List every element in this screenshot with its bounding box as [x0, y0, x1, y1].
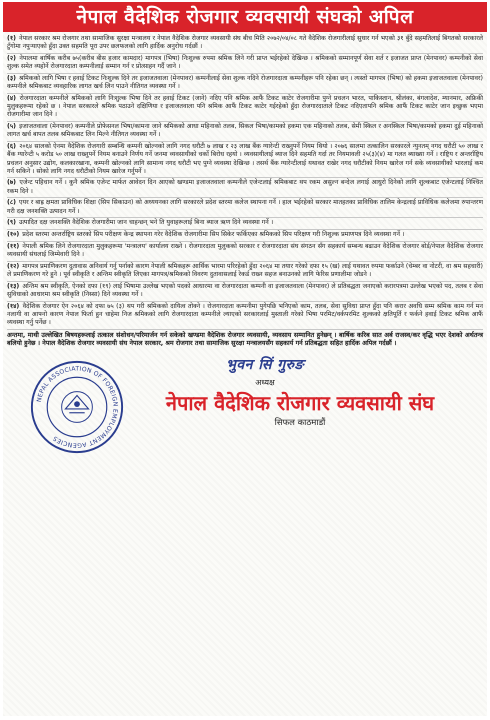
appeal-point-text: नेपाली श्रमिक लिने रोजगारदाता मुलुकहरूमा 'मन्त्रालय' कार्यालय राख्ने । रोजगारदाता मुलुकको सरकार र रोजगारदाता संघ संगठन सँग सहकार्य सम्बन्ध बढाउन वैदेशिक रोजगार बोर्ड/नेपाल वैदेशिक रोजगार व्यवसायी संघलाई जिम्मेवारी दिने । [7, 243, 483, 259]
appeal-point-number: (५) [7, 123, 16, 131]
appeal-body [3, 32, 487, 716]
appeal-point [7, 178, 483, 198]
signatory-name: भुवन सिं गुरुङ [226, 356, 304, 373]
appeal-point-number: (२) [7, 55, 16, 63]
appeal-point-number: (१४) [7, 303, 20, 311]
appeal-point [7, 282, 483, 302]
organization-address: सिफल काठमाडौं [274, 417, 326, 428]
appeal-point-number: (७) [7, 179, 16, 187]
seal-ring-text: NEPAL ASSOCIATION OF FOREIGN EMPLOYMENT AGENCIES [35, 365, 119, 449]
appeal-point [7, 242, 483, 262]
appeal-point-text: उत्पादित दक्ष जनशक्ति वैदेशिक रोजगारीमा जान चाहन्छन् भने ति युवाहरूलाई बिना ब्याज ऋण दिने व्यवस्था गर्ने । [18, 219, 274, 227]
appeal-point-text: एयर र बाह्र क्षमता प्राविधिक शिक्षा (सिप सिकाउन) को अध्ययनका लागि सरकारले प्रदेश स्तरमा कलेज स्थापना गर्ने । हाल भईरहेको सरकार मातहतका प्राविधिक तालिम केन्द्रलाई प्राविधिक कलेजमा रुपान्तरण गरी दक्ष जनशक्ति उत्पादन गर्ने । [7, 199, 483, 215]
organization-name: नेपाल वैदेशिक रोजगार व्यवसायी संघ [165, 390, 435, 415]
appeal-point [7, 218, 483, 230]
appeal-point [7, 74, 483, 94]
appeal-point-number: (११) [7, 243, 20, 251]
appeal-point-number: (१२) [7, 263, 20, 271]
appeal-point-text: इजाजतवाला (मेनपावर) कम्पनीले प्रोफेसनल भिषा/कामना जाने श्रमिकको आधा महिनाको तलब, सिकल भिषा/कामको हकमा एक महिनाको तलब, सेमी स्किल र अनस्किल भिषा/कामको हकमा दुई महिनाको लागत खर्च बापत तलब श्रमिकबाट लिन मिल्ने नीतिगत व्यवस्था गर्ने । [7, 123, 483, 139]
appeal-point-text: २०६४ सालको ऐनमा वैदेशिक रोजगारी सम्बन्धि कम्पनी खोल्नको लागि नगद धरौटी ७ लाख र २३ लाख बैंक ग्यारेन्टी राख्नुपर्ने नियम थियो । २०७६ सालमा तत्कालिन सरकारले न्युनतम् नगद धरौटी ५० लाख र बैंक ग्यारेन्टी ५ करोड ५० लाख राख्नुपर्ने नियम बनाउने निर्णय गर्ने जनमा व्यवसायीको चर्को बिरोध रहयो । व्यवसायीलाई ब्याज दिने सहमति गर्दा तर नियमावली २५(३)(४) मा गलत ब्याख्या गर्ने । राष्ट्रिय र अन्तर्राष्ट्रिय प्रचलन अनुसार उद्योग, कलकारखाना, कम्पनी खोल्नको लागि सामान्य नगद धरौटी भए पुग्ने व्यवस्था देखिन्छ । तसर्थ बैंक ग्यारेन्टीलाई यथावत राखेर नगद धरौटीको नियम खारेज गर्न सके व्यवसायीको भारलाई कम गर्न सकिने । सोको लागि नगद धरौटीको नियम खारेज गर्नुपर्ने । [7, 143, 483, 175]
appeal-point-number: (१३) [7, 283, 20, 291]
signatory-title: अध्यक्ष [255, 377, 275, 387]
appeal-point [7, 198, 483, 218]
appeal-point [7, 54, 483, 74]
appeal-point [7, 122, 483, 142]
appeal-point-text: नेपाल सरकार श्रम रोजगार तथा सामाजिक सुरक्षा मन्त्रालय र नेपाल वैदेशिक रोजगार व्यवसायी संघ बीच मिति २०७२/०४/०८ गते वैदेशिक रोजगारीलाई सुधार गर्न भएको ३१ बुँदे सहमतिलाई बिगतको सरकारले टुँगोमा नपुऱ्याएको हुँदा उक्त सहमति पूरा उपर छलफलको लागि हार्दिक अनुरोध गर्दछौं । [7, 35, 483, 51]
appeal-points [7, 34, 483, 330]
closing-paragraph: अन्तमा, माथी उल्लेखित बिषयहरूलाई तत्काल संशोधन/परिमार्जन गर्न सकेको खण्डमा वैदेशिक रोजगार व्यवसायी, व्यवसाय सम्मानित हुनेछन् । बार्षिक करिब सात अर्ब राजस्व/कर वृद्धि भएर देशको अर्थतन्त्र बलियो हुनेछ । नेपाल वैदेशिक रोजगार व्यवसायी संघ नेपाल सरकार, श्रम रोजगार तथा सामाजिक सुरक्षा मन्त्रालयसँग सहकार्य गर्न प्रतिबद्धता सहित हार्दिक अपिल गर्दछौं । [7, 331, 483, 348]
appeal-point-number: (४) [7, 95, 16, 103]
appeal-point-number: (१) [7, 35, 16, 43]
appeal-point-text: अन्तिम श्रम स्वीकृति, ऐनको दफा (१९) लाई भिषामा उल्लेख भएको पदको आधारमा वा रोजगारदाता कम्पनी वा इजाजतवाला (मेनपावर) ले प्रतिबद्धता जनाएको करारपत्रमा उल्लेख भएको पद, तलब र सेवा सुविधाको आधारमा श्रम स्वीकृति (निस्सा) दिने व्यवस्था गर्ने । [7, 283, 483, 299]
appeal-point [7, 142, 483, 178]
appeal-point-text: नेपालमा बार्षिक करीब ७५(करीब बीस हजार कामदार) मागपत्र (भिषा) निःशुल्क रुपमा श्रमिक लिने गरी प्राप्त भईरहेको देखिन्छ । श्रमिकको सम्मानपूर्ण सेवा शर्त र इजाजत प्राप्त (मेनपावर) कम्पनीको सेवा शुल्क समेत व्यहोर्ने रोजगारदाता कम्पनीलाई सम्मान गर्न र प्रोत्साहन गर्दै जाने । [7, 55, 483, 71]
appeal-point [7, 230, 483, 242]
appeal-point [7, 262, 483, 282]
appeal-point-text: एजेन्ट पहिचान गर्ने । कुनै श्रमिक एजेन्ट मार्फत आवेदन दिन आएको खण्डमा इजाजतवाला कम्पनीले एजेन्टलाई श्रमिकबाट थप रकम असुल्न बन्देज लगाई आधुरो दिनेको लागि शुल्कबाट एजेन्टलाई निश्चित रकम दिने । [7, 179, 483, 195]
page-title: नेपाल वैदेशिक रोजगार व्यवसायी संघको अपिल [3, 2, 487, 32]
appeal-point-text: वैदेशिक रोजगार ऐन २०६४ को दफा ७५ (३) थप गरी श्रमिकको दायित्व तोक्ने । रोजगारदाता कम्पनीमा पुगेपछि भनिएको काम, तलब, सेवा सुविधा प्राप्त हुँदा पनि करार अवधि सम्म श्रमिक काम गर्न मन नलागी वा आफ्नो कारण नेपाल फिर्ता हुन चाहेमा निज श्रमिकको लागि रोजगारदाता कम्पनीले ल्याएको सरकारलाई मुस्ताली गरेको भिषा परमिट/वर्कपरमिट शुल्कको क्षतिपूर्ति र फर्कने हवाई टिकट श्रमिक आफैं व्यवस्था गर्नु पर्नेछ । [7, 303, 483, 327]
appeal-point-number: (९) [7, 219, 16, 227]
appeal-point-text: प्रदेश स्तरमा अन्तर्राष्ट्रिय स्तरको सिप परीक्षण केन्द्र स्थापना गरेर वैदेशिक रोजगारीमा सिप सिकेर फर्किएका श्रमिकको सिप परिक्षण गरी निशुल्क प्रमाणपत्र दिने व्यवस्था गर्ने । [22, 231, 405, 239]
appeal-point-number: (१०) [7, 231, 20, 239]
appeal-point-number: (३) [7, 75, 16, 83]
appeal-point-text: मागपत्र प्रमाणिकरण दुतावास अनिवार्य गर्नु पर्नाको कारण नेपाली श्रमिकहरू आर्थिक भारमा परिरहेको हुँदा २०६४ मा तयार गरेको दफा १५ (ख) लाई यथावत रुपमा फर्काउने (चेम्बर वा नोटरी, वा श्रम सहचारी) ले प्रमाणिकरण गरे हुने । पूर्व स्वीकृति र अन्तिम स्वीकृति लिएका मागपत्र/श्रमिकको विवरण दुतावासलाई रेकर्ड राख्न सहज बनाउनको लागि फेरिस प्रणालीमा जोडने । [7, 263, 483, 279]
appeal-point-number: (६) [7, 143, 16, 151]
appeal-point [7, 94, 483, 122]
appeal-point-number: (८) [7, 199, 16, 207]
appeal-point [7, 302, 483, 330]
appeal-point-text: श्रमिकको लागि भिषा र हवाई टिकट निःशुल्क दिने तर इजाजतवाला (मेनपावर) कम्पनीलाई सेवा शुल्क नदिने रोजगारदाता कम्पनीहरू पनि रहेका छन् । त्यस्तो मागपत्र (भिषा) को हकमा इजाजतवाला (मेनपावर) कम्पनीले श्रमिकबाट व्यवहारिक लागत खर्च लिन पाउने नीतिगत व्यवस्था गर्ने । [7, 75, 483, 91]
appeal-point-text: रोजगारदाता कम्पनीले श्रमिकको लागि निःशुल्क भिषा दिने तर हवाई टिकट (जाने) नदिए पनि श्रमिक आफैं टिकट काटेर रोजगारीमा पुग्ने प्रचलन भारत, पाकिस्तान, श्रीलंका, बंगलादेश, म्यानमार, अफ्रिकी मुलुकहरूमा रहेको छ । नेपाल सरकारले श्रमिक पठाउने दक्षिणिया र इजाजतवाला पनि श्रमिक आफैं टिकट काटेर गईरहेको हुँदा रोजगारदाताले टिकट नदिएतापनि श्रमिक आफैं टिकट काटेर जान इच्छुक भएमा रोजगारीमा जान दिने । [7, 95, 483, 119]
appeal-point [7, 34, 483, 54]
signature-block [7, 351, 483, 459]
